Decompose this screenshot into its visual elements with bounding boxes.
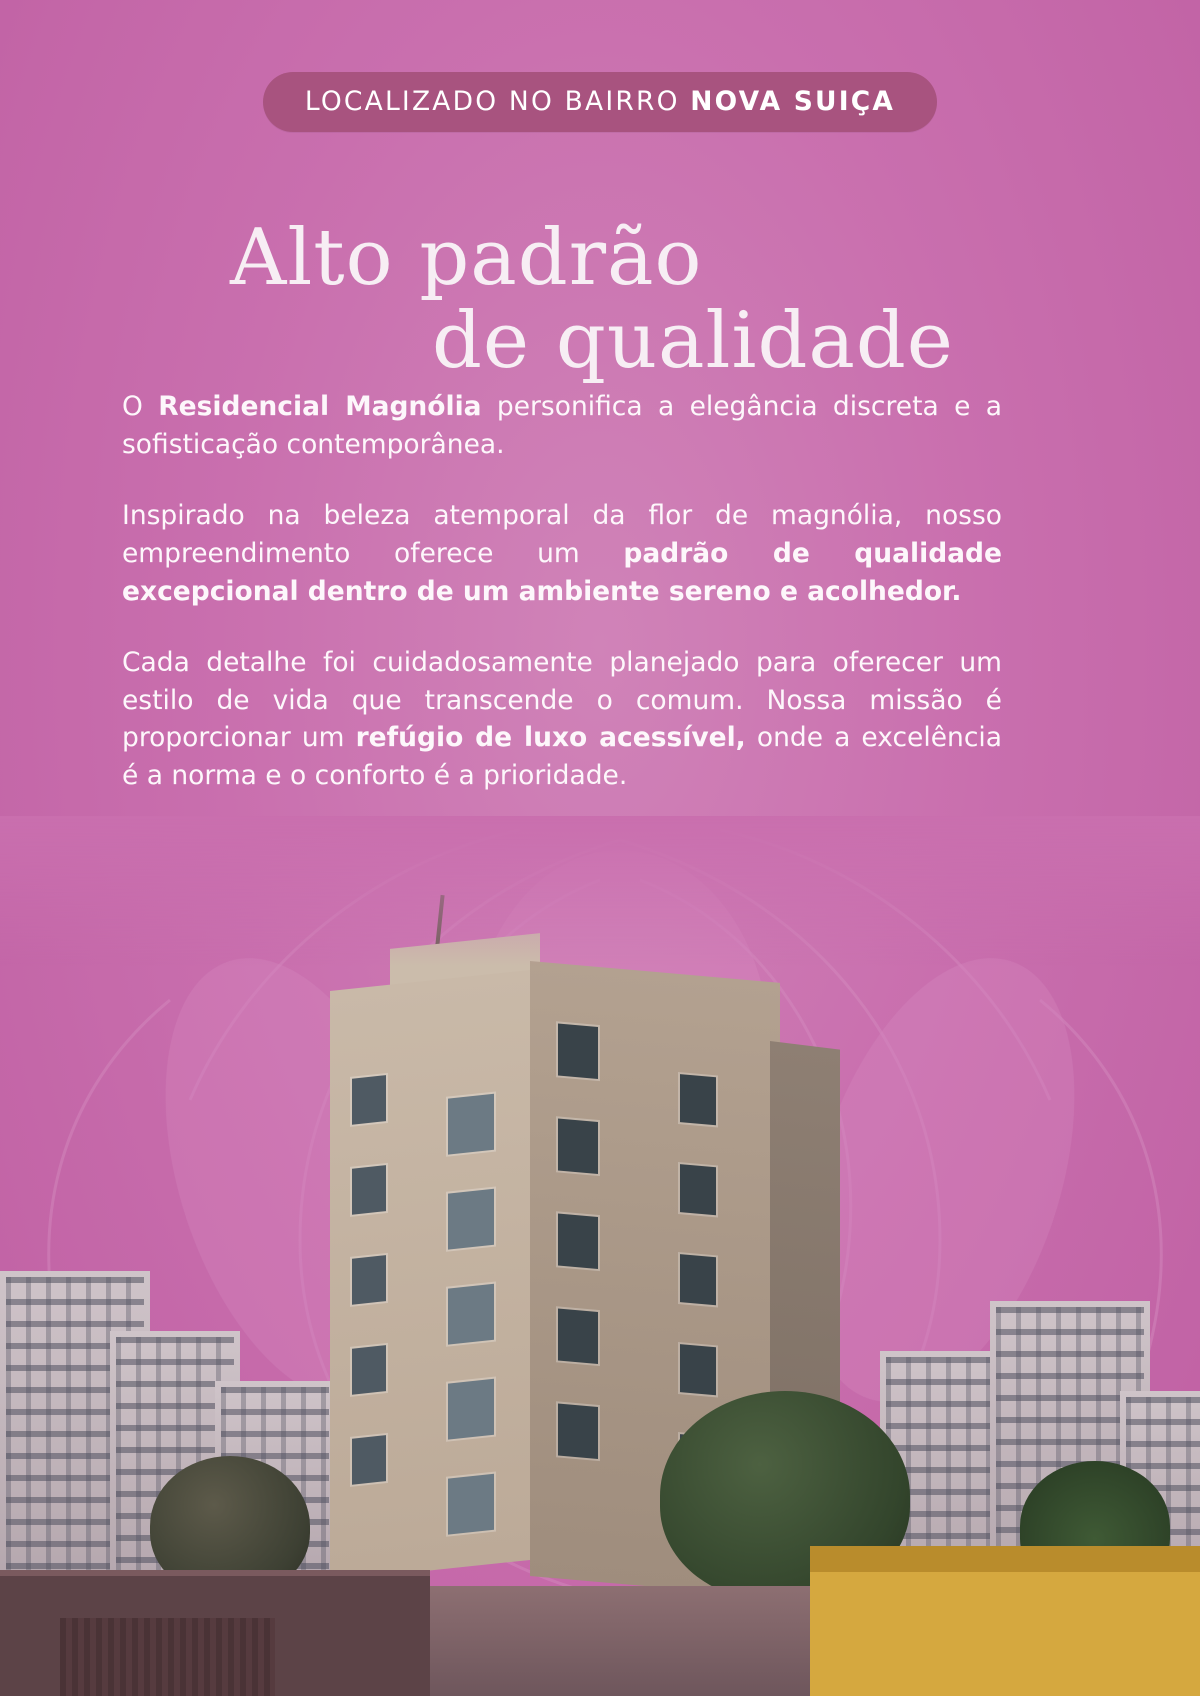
- facade-left: [330, 970, 530, 1581]
- front-wall-right: [810, 1546, 1200, 1696]
- gate: [60, 1618, 275, 1696]
- badge-highlight: NOVA SUIÇA: [690, 86, 896, 117]
- badge-prefix: LOCALIZADO NO BAIRRO: [304, 86, 691, 117]
- p1-part-a: O: [122, 391, 159, 422]
- awning: [810, 1546, 1200, 1572]
- paragraph-3: [122, 644, 1002, 795]
- p2-part-a: Inspirado na beleza atemporal da flor de magnólia, nosso empreendimento oferece um: [122, 500, 1002, 569]
- paragraph-2: [122, 497, 1002, 610]
- p3-bold: refúgio de luxo acessível,: [355, 722, 746, 754]
- p3-part-c: onde a excelência é a norma e o conforto é a prioridade.: [122, 722, 1002, 791]
- front-wall-left: [0, 1570, 430, 1696]
- p2-bold: padrão de qualidade excepcional dentro de um ambiente sereno e acolhedor.: [122, 537, 1002, 607]
- location-badge-wrapper: [0, 72, 1200, 132]
- location-badge: [263, 72, 937, 132]
- p1-bold: Residencial Magnólia: [158, 391, 482, 422]
- headline-line-1: Alto padrão: [230, 213, 703, 304]
- p1-part-c: personifica a elegância discreta e a sofisticação contemporânea.: [122, 391, 1002, 460]
- photo-fade: [0, 816, 1200, 966]
- paragraph-1: [122, 388, 1002, 463]
- p3-part-a: Cada detalhe foi cuidadosamente planejado para oferecer um estilo de vida que transcende o comum. Nossa missão é proporcionar um: [122, 647, 1002, 754]
- building-photo: [0, 816, 1200, 1696]
- headline-line-2: de qualidade: [432, 295, 954, 386]
- body-copy: [122, 388, 1002, 795]
- page-title: [0, 213, 1200, 386]
